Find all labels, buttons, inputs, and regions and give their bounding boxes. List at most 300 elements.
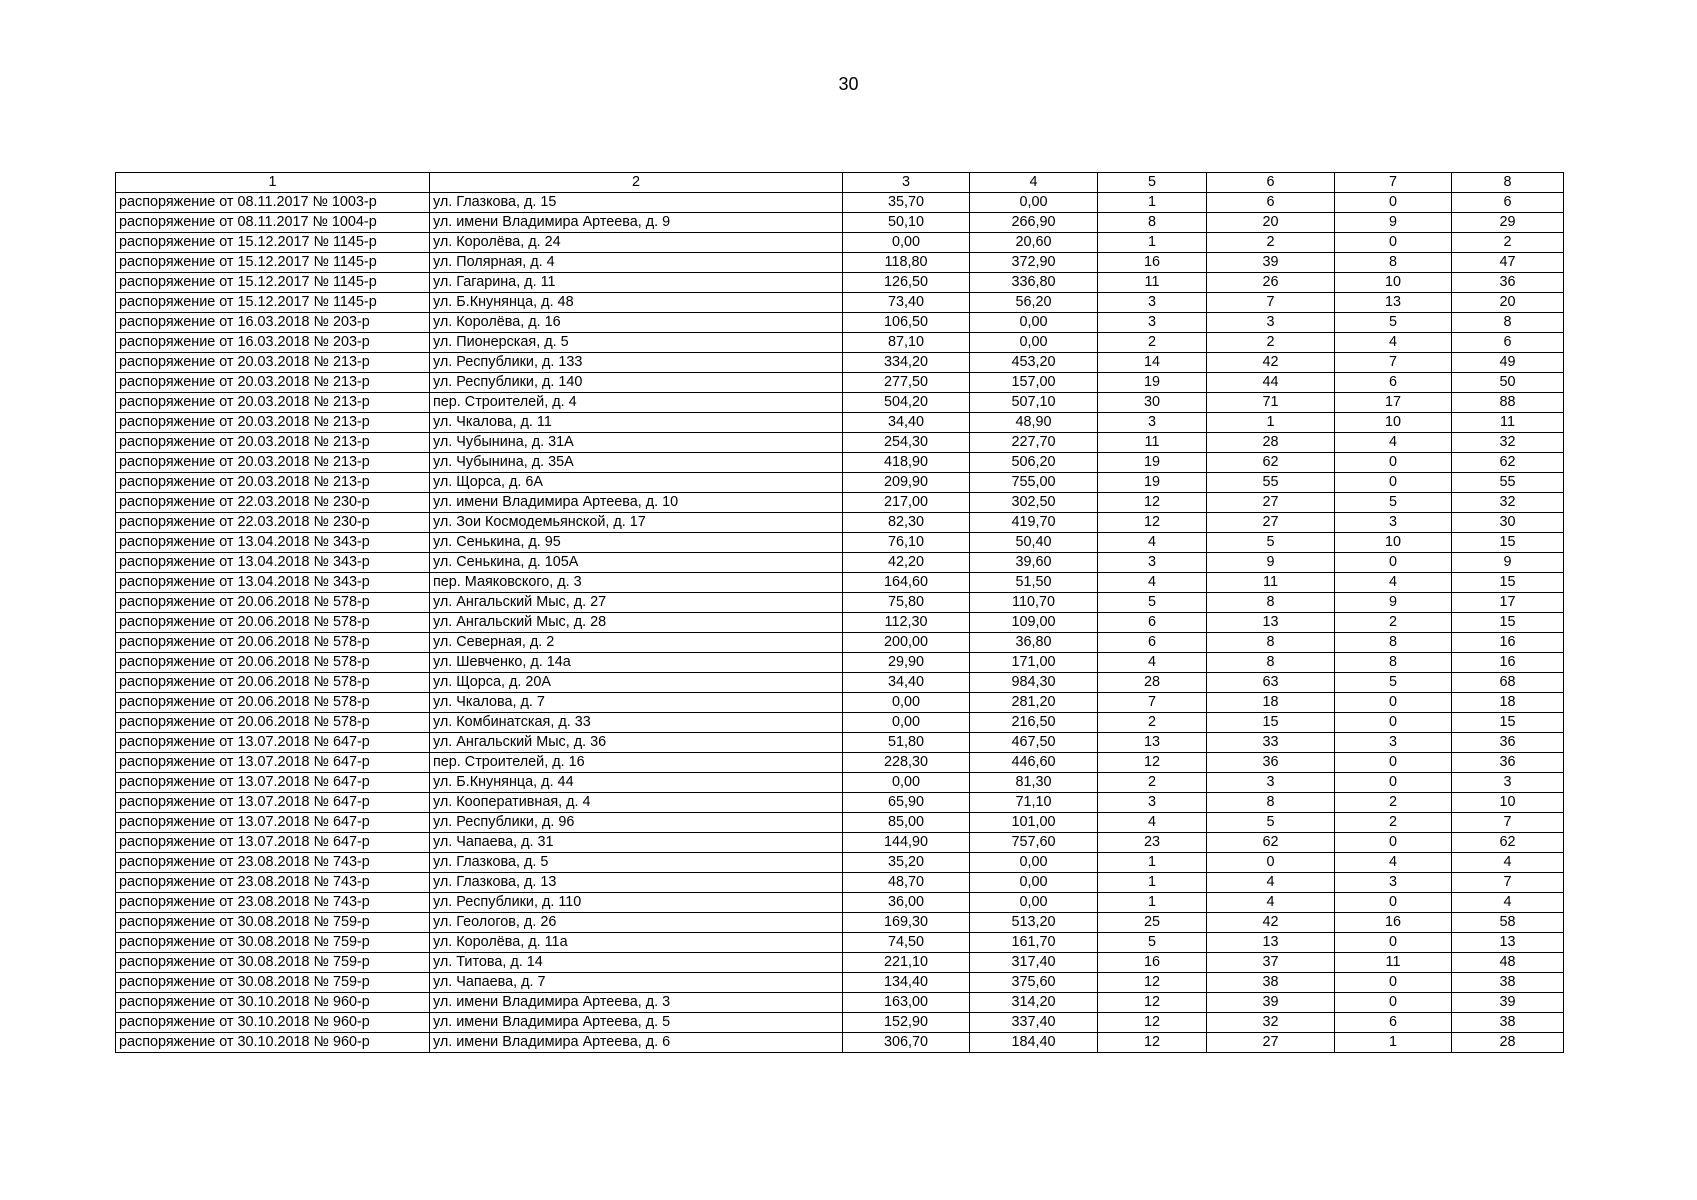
table-row <box>116 473 1564 493</box>
value-cell: 112,30 <box>843 613 970 633</box>
count-cell: 28 <box>1098 673 1207 693</box>
table-row <box>116 973 1564 993</box>
order-cell: распоряжение от 15.12.2017 № 1145-р <box>116 233 430 253</box>
table-row <box>116 333 1564 353</box>
count-cell: 0 <box>1335 993 1452 1013</box>
count-cell: 12 <box>1098 513 1207 533</box>
value-cell: 281,20 <box>970 693 1098 713</box>
count-cell: 11 <box>1098 273 1207 293</box>
order-cell: распоряжение от 20.06.2018 № 578-р <box>116 713 430 733</box>
value-cell: 0,00 <box>970 193 1098 213</box>
value-cell: 71,10 <box>970 793 1098 813</box>
address-cell: ул. Чкалова, д. 7 <box>430 693 843 713</box>
count-cell: 0 <box>1335 893 1452 913</box>
value-cell: 20,60 <box>970 233 1098 253</box>
table-row <box>116 513 1564 533</box>
value-cell: 306,70 <box>843 1033 970 1053</box>
count-cell: 3 <box>1335 733 1452 753</box>
count-cell: 7 <box>1207 293 1335 313</box>
address-cell: ул. Чапаева, д. 7 <box>430 973 843 993</box>
count-cell: 16 <box>1098 953 1207 973</box>
count-cell: 2 <box>1335 813 1452 833</box>
value-cell: 36,80 <box>970 633 1098 653</box>
count-cell: 5 <box>1335 313 1452 333</box>
count-cell: 20 <box>1207 213 1335 233</box>
order-cell: распоряжение от 13.07.2018 № 647-р <box>116 773 430 793</box>
address-cell: ул. Сенькина, д. 95 <box>430 533 843 553</box>
address-cell: ул. Королёва, д. 16 <box>430 313 843 333</box>
value-cell: 184,40 <box>970 1033 1098 1053</box>
count-cell: 42 <box>1207 353 1335 373</box>
order-cell: распоряжение от 20.06.2018 № 578-р <box>116 673 430 693</box>
address-cell: ул. Чкалова, д. 11 <box>430 413 843 433</box>
count-cell: 18 <box>1207 693 1335 713</box>
count-cell: 33 <box>1207 733 1335 753</box>
count-cell: 10 <box>1335 533 1452 553</box>
count-cell: 4 <box>1207 873 1335 893</box>
count-cell: 0 <box>1335 193 1452 213</box>
table-row <box>116 873 1564 893</box>
value-cell: 336,80 <box>970 273 1098 293</box>
table-row <box>116 193 1564 213</box>
value-cell: 101,00 <box>970 813 1098 833</box>
value-cell: 0,00 <box>843 713 970 733</box>
table-row <box>116 713 1564 733</box>
order-cell: распоряжение от 08.11.2017 № 1004-р <box>116 213 430 233</box>
count-cell: 3 <box>1452 773 1564 793</box>
value-cell: 217,00 <box>843 493 970 513</box>
address-cell: ул. Полярная, д. 4 <box>430 253 843 273</box>
value-cell: 75,80 <box>843 593 970 613</box>
count-cell: 2 <box>1098 333 1207 353</box>
table-row <box>116 773 1564 793</box>
value-cell: 74,50 <box>843 933 970 953</box>
count-cell: 4 <box>1207 893 1335 913</box>
table-row <box>116 833 1564 853</box>
order-cell: распоряжение от 13.07.2018 № 647-р <box>116 753 430 773</box>
count-cell: 4 <box>1098 653 1207 673</box>
count-cell: 2 <box>1452 233 1564 253</box>
address-cell: ул. Ангальский Мыс, д. 36 <box>430 733 843 753</box>
value-cell: 419,70 <box>970 513 1098 533</box>
value-cell: 277,50 <box>843 373 970 393</box>
value-cell: 109,00 <box>970 613 1098 633</box>
count-cell: 8 <box>1335 653 1452 673</box>
address-cell: ул. Чапаева, д. 31 <box>430 833 843 853</box>
count-cell: 4 <box>1335 433 1452 453</box>
count-cell: 20 <box>1452 293 1564 313</box>
count-cell: 19 <box>1098 453 1207 473</box>
order-cell: распоряжение от 23.08.2018 № 743-р <box>116 893 430 913</box>
count-cell: 29 <box>1452 213 1564 233</box>
count-cell: 1 <box>1098 893 1207 913</box>
count-cell: 37 <box>1207 953 1335 973</box>
address-cell: пер. Строителей, д. 16 <box>430 753 843 773</box>
column-header: 5 <box>1098 173 1207 193</box>
table-row <box>116 353 1564 373</box>
address-cell: ул. Ангальский Мыс, д. 27 <box>430 593 843 613</box>
count-cell: 18 <box>1452 693 1564 713</box>
value-cell: 161,70 <box>970 933 1098 953</box>
address-cell: ул. Королёва, д. 24 <box>430 233 843 253</box>
count-cell: 15 <box>1452 613 1564 633</box>
value-cell: 34,40 <box>843 413 970 433</box>
address-cell: ул. Глазкова, д. 13 <box>430 873 843 893</box>
count-cell: 15 <box>1452 573 1564 593</box>
table-row <box>116 393 1564 413</box>
value-cell: 228,30 <box>843 753 970 773</box>
order-cell: распоряжение от 20.06.2018 № 578-р <box>116 613 430 633</box>
table-row <box>116 673 1564 693</box>
address-cell: ул. Королёва, д. 11а <box>430 933 843 953</box>
value-cell: 507,10 <box>970 393 1098 413</box>
count-cell: 62 <box>1452 453 1564 473</box>
count-cell: 49 <box>1452 353 1564 373</box>
count-cell: 10 <box>1335 273 1452 293</box>
table-row <box>116 553 1564 573</box>
count-cell: 27 <box>1207 1033 1335 1053</box>
count-cell: 12 <box>1098 1033 1207 1053</box>
count-cell: 62 <box>1207 833 1335 853</box>
count-cell: 27 <box>1207 493 1335 513</box>
order-cell: распоряжение от 20.03.2018 № 213-р <box>116 433 430 453</box>
count-cell: 9 <box>1335 593 1452 613</box>
value-cell: 35,20 <box>843 853 970 873</box>
value-cell: 0,00 <box>843 233 970 253</box>
value-cell: 73,40 <box>843 293 970 313</box>
count-cell: 16 <box>1335 913 1452 933</box>
count-cell: 6 <box>1452 333 1564 353</box>
count-cell: 12 <box>1098 973 1207 993</box>
count-cell: 15 <box>1452 533 1564 553</box>
table-row <box>116 893 1564 913</box>
count-cell: 13 <box>1452 933 1564 953</box>
table-row <box>116 853 1564 873</box>
value-cell: 0,00 <box>970 873 1098 893</box>
order-cell: распоряжение от 20.03.2018 № 213-р <box>116 453 430 473</box>
count-cell: 17 <box>1335 393 1452 413</box>
count-cell: 7 <box>1452 873 1564 893</box>
value-cell: 209,90 <box>843 473 970 493</box>
table-row <box>116 733 1564 753</box>
value-cell: 152,90 <box>843 1013 970 1033</box>
order-cell: распоряжение от 13.04.2018 № 343-р <box>116 553 430 573</box>
count-cell: 44 <box>1207 373 1335 393</box>
count-cell: 13 <box>1207 933 1335 953</box>
order-cell: распоряжение от 20.03.2018 № 213-р <box>116 473 430 493</box>
count-cell: 36 <box>1207 753 1335 773</box>
count-cell: 5 <box>1335 493 1452 513</box>
count-cell: 0 <box>1335 553 1452 573</box>
value-cell: 453,20 <box>970 353 1098 373</box>
table-row <box>116 913 1564 933</box>
order-cell: распоряжение от 13.04.2018 № 343-р <box>116 533 430 553</box>
value-cell: 65,90 <box>843 793 970 813</box>
table-row <box>116 953 1564 973</box>
value-cell: 216,50 <box>970 713 1098 733</box>
order-cell: распоряжение от 16.03.2018 № 203-р <box>116 333 430 353</box>
count-cell: 2 <box>1098 773 1207 793</box>
table-row <box>116 693 1564 713</box>
address-cell: ул. имени Владимира Артеева, д. 9 <box>430 213 843 233</box>
order-cell: распоряжение от 13.07.2018 № 647-р <box>116 733 430 753</box>
address-cell: пер. Маяковского, д. 3 <box>430 573 843 593</box>
count-cell: 63 <box>1207 673 1335 693</box>
count-cell: 1 <box>1098 873 1207 893</box>
table-row <box>116 273 1564 293</box>
table-row <box>116 493 1564 513</box>
address-cell: ул. Республики, д. 140 <box>430 373 843 393</box>
count-cell: 0 <box>1335 693 1452 713</box>
value-cell: 504,20 <box>843 393 970 413</box>
address-cell: ул. Титова, д. 14 <box>430 953 843 973</box>
count-cell: 5 <box>1335 673 1452 693</box>
address-cell: ул. Комбинатская, д. 33 <box>430 713 843 733</box>
count-cell: 0 <box>1335 453 1452 473</box>
count-cell: 4 <box>1098 533 1207 553</box>
count-cell: 3 <box>1098 293 1207 313</box>
address-cell: ул. Гагарина, д. 11 <box>430 273 843 293</box>
value-cell: 984,30 <box>970 673 1098 693</box>
address-cell: ул. Пионерская, д. 5 <box>430 333 843 353</box>
count-cell: 39 <box>1207 993 1335 1013</box>
count-cell: 10 <box>1452 793 1564 813</box>
address-cell: ул. Чубынина, д. 35А <box>430 453 843 473</box>
order-cell: распоряжение от 20.06.2018 № 578-р <box>116 653 430 673</box>
address-cell: ул. Щорса, д. 6А <box>430 473 843 493</box>
count-cell: 38 <box>1207 973 1335 993</box>
count-cell: 9 <box>1207 553 1335 573</box>
table-row <box>116 793 1564 813</box>
count-cell: 1 <box>1098 193 1207 213</box>
column-header: 4 <box>970 173 1098 193</box>
table-row <box>116 653 1564 673</box>
order-cell: распоряжение от 30.10.2018 № 960-р <box>116 1013 430 1033</box>
table-row <box>116 633 1564 653</box>
order-cell: распоряжение от 30.08.2018 № 759-р <box>116 973 430 993</box>
table-row <box>116 533 1564 553</box>
count-cell: 1 <box>1207 413 1335 433</box>
table-row <box>116 293 1564 313</box>
value-cell: 467,50 <box>970 733 1098 753</box>
count-cell: 39 <box>1452 993 1564 1013</box>
count-cell: 6 <box>1098 633 1207 653</box>
value-cell: 48,70 <box>843 873 970 893</box>
address-cell: ул. Северная, д. 2 <box>430 633 843 653</box>
count-cell: 12 <box>1098 493 1207 513</box>
address-cell: ул. имени Владимира Артеева, д. 10 <box>430 493 843 513</box>
count-cell: 16 <box>1452 633 1564 653</box>
table-row <box>116 993 1564 1013</box>
value-cell: 42,20 <box>843 553 970 573</box>
count-cell: 0 <box>1335 773 1452 793</box>
count-cell: 5 <box>1098 593 1207 613</box>
value-cell: 110,70 <box>970 593 1098 613</box>
value-cell: 513,20 <box>970 913 1098 933</box>
address-cell: ул. Кооперативная, д. 4 <box>430 793 843 813</box>
table-row <box>116 413 1564 433</box>
address-cell: ул. имени Владимира Артеева, д. 6 <box>430 1033 843 1053</box>
order-cell: распоряжение от 20.06.2018 № 578-р <box>116 633 430 653</box>
value-cell: 134,40 <box>843 973 970 993</box>
count-cell: 13 <box>1335 293 1452 313</box>
value-cell: 334,20 <box>843 353 970 373</box>
order-cell: распоряжение от 30.10.2018 № 960-р <box>116 993 430 1013</box>
order-cell: распоряжение от 20.03.2018 № 213-р <box>116 353 430 373</box>
value-cell: 506,20 <box>970 453 1098 473</box>
value-cell: 29,90 <box>843 653 970 673</box>
page-number: 30 <box>838 74 859 94</box>
count-cell: 68 <box>1452 673 1564 693</box>
count-cell: 6 <box>1335 1013 1452 1033</box>
header-row <box>116 173 1564 193</box>
count-cell: 16 <box>1098 253 1207 273</box>
count-cell: 8 <box>1207 653 1335 673</box>
value-cell: 200,00 <box>843 633 970 653</box>
count-cell: 13 <box>1098 733 1207 753</box>
count-cell: 1 <box>1098 853 1207 873</box>
value-cell: 0,00 <box>970 853 1098 873</box>
address-cell: пер. Строителей, д. 4 <box>430 393 843 413</box>
count-cell: 5 <box>1098 933 1207 953</box>
count-cell: 6 <box>1335 373 1452 393</box>
address-cell: ул. Чубынина, д. 31А <box>430 433 843 453</box>
count-cell: 55 <box>1452 473 1564 493</box>
count-cell: 30 <box>1098 393 1207 413</box>
value-cell: 34,40 <box>843 673 970 693</box>
count-cell: 36 <box>1452 753 1564 773</box>
count-cell: 11 <box>1207 573 1335 593</box>
address-cell: ул. Сенькина, д. 105А <box>430 553 843 573</box>
address-cell: ул. имени Владимира Артеева, д. 3 <box>430 993 843 1013</box>
order-cell: распоряжение от 30.08.2018 № 759-р <box>116 913 430 933</box>
count-cell: 19 <box>1098 373 1207 393</box>
order-cell: распоряжение от 20.03.2018 № 213-р <box>116 413 430 433</box>
count-cell: 6 <box>1207 193 1335 213</box>
order-cell: распоряжение от 15.12.2017 № 1145-р <box>116 253 430 273</box>
count-cell: 55 <box>1207 473 1335 493</box>
order-cell: распоряжение от 13.04.2018 № 343-р <box>116 573 430 593</box>
count-cell: 2 <box>1098 713 1207 733</box>
order-cell: распоряжение от 30.08.2018 № 759-р <box>116 933 430 953</box>
value-cell: 106,50 <box>843 313 970 333</box>
address-cell: ул. Республики, д. 133 <box>430 353 843 373</box>
count-cell: 12 <box>1098 753 1207 773</box>
value-cell: 85,00 <box>843 813 970 833</box>
value-cell: 254,30 <box>843 433 970 453</box>
address-cell: ул. Республики, д. 96 <box>430 813 843 833</box>
count-cell: 8 <box>1207 633 1335 653</box>
count-cell: 2 <box>1335 793 1452 813</box>
count-cell: 0 <box>1335 713 1452 733</box>
count-cell: 4 <box>1098 573 1207 593</box>
count-cell: 42 <box>1207 913 1335 933</box>
order-cell: распоряжение от 22.03.2018 № 230-р <box>116 493 430 513</box>
count-cell: 50 <box>1452 373 1564 393</box>
count-cell: 28 <box>1452 1033 1564 1053</box>
count-cell: 7 <box>1452 813 1564 833</box>
value-cell: 76,10 <box>843 533 970 553</box>
count-cell: 14 <box>1098 353 1207 373</box>
count-cell: 3 <box>1098 553 1207 573</box>
count-cell: 39 <box>1207 253 1335 273</box>
value-cell: 317,40 <box>970 953 1098 973</box>
count-cell: 0 <box>1335 933 1452 953</box>
count-cell: 38 <box>1452 973 1564 993</box>
count-cell: 23 <box>1098 833 1207 853</box>
address-cell: ул. Б.Кнунянца, д. 48 <box>430 293 843 313</box>
value-cell: 0,00 <box>843 693 970 713</box>
count-cell: 26 <box>1207 273 1335 293</box>
value-cell: 171,00 <box>970 653 1098 673</box>
count-cell: 7 <box>1098 693 1207 713</box>
address-cell: ул. Б.Кнунянца, д. 44 <box>430 773 843 793</box>
count-cell: 8 <box>1335 253 1452 273</box>
table-row <box>116 213 1564 233</box>
table-row <box>116 253 1564 273</box>
order-cell: распоряжение от 15.12.2017 № 1145-р <box>116 293 430 313</box>
order-cell: распоряжение от 20.03.2018 № 213-р <box>116 393 430 413</box>
count-cell: 36 <box>1452 733 1564 753</box>
count-cell: 0 <box>1207 853 1335 873</box>
value-cell: 51,80 <box>843 733 970 753</box>
count-cell: 12 <box>1098 1013 1207 1033</box>
order-cell: распоряжение от 20.03.2018 № 213-р <box>116 373 430 393</box>
count-cell: 8 <box>1098 213 1207 233</box>
document-table <box>115 172 1564 1053</box>
count-cell: 0 <box>1335 973 1452 993</box>
value-cell: 0,00 <box>970 313 1098 333</box>
value-cell: 144,90 <box>843 833 970 853</box>
count-cell: 25 <box>1098 913 1207 933</box>
count-cell: 32 <box>1452 433 1564 453</box>
order-cell: распоряжение от 23.08.2018 № 743-р <box>116 873 430 893</box>
count-cell: 5 <box>1207 813 1335 833</box>
table-row <box>116 313 1564 333</box>
table-row <box>116 453 1564 473</box>
order-cell: распоряжение от 20.06.2018 № 578-р <box>116 693 430 713</box>
count-cell: 9 <box>1335 213 1452 233</box>
value-cell: 266,90 <box>970 213 1098 233</box>
value-cell: 302,50 <box>970 493 1098 513</box>
table-row <box>116 753 1564 773</box>
value-cell: 755,00 <box>970 473 1098 493</box>
count-cell: 16 <box>1452 653 1564 673</box>
count-cell: 71 <box>1207 393 1335 413</box>
column-header: 7 <box>1335 173 1452 193</box>
value-cell: 39,60 <box>970 553 1098 573</box>
value-cell: 221,10 <box>843 953 970 973</box>
column-header: 2 <box>430 173 843 193</box>
count-cell: 88 <box>1452 393 1564 413</box>
count-cell: 2 <box>1207 233 1335 253</box>
value-cell: 314,20 <box>970 993 1098 1013</box>
count-cell: 1 <box>1098 233 1207 253</box>
count-cell: 0 <box>1335 753 1452 773</box>
column-header: 3 <box>843 173 970 193</box>
table-row <box>116 593 1564 613</box>
count-cell: 6 <box>1452 193 1564 213</box>
count-cell: 11 <box>1335 953 1452 973</box>
order-cell: распоряжение от 30.10.2018 № 960-р <box>116 1033 430 1053</box>
count-cell: 11 <box>1098 433 1207 453</box>
count-cell: 4 <box>1335 333 1452 353</box>
value-cell: 35,70 <box>843 193 970 213</box>
count-cell: 11 <box>1452 413 1564 433</box>
address-cell: ул. Щорса, д. 20А <box>430 673 843 693</box>
table-row <box>116 573 1564 593</box>
table-row <box>116 433 1564 453</box>
